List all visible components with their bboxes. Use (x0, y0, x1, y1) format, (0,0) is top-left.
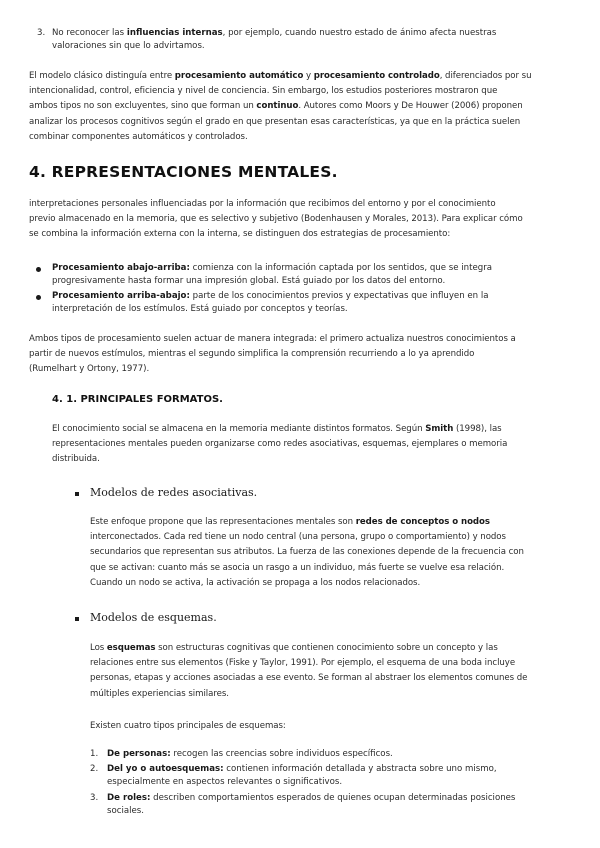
paragraph-redes (90, 515, 575, 591)
bold-term: redes de conceptos o nodos (355, 517, 490, 527)
model-heading-redes: Modelos de redes asociativas. (90, 486, 258, 499)
text-run: son estructuras cognitivas que contienen conocimiento sobre un concepto y las (155, 643, 498, 653)
text-run: Los (90, 643, 107, 653)
bold-term: esquemas (106, 643, 156, 653)
text-run: personas, etapas y acciones asociadas a ese evento. Se forman al abstraer los elementos comunes de (90, 673, 528, 684)
model-heading-esquemas: Modelos de esquemas. (90, 611, 217, 624)
text-run: (Rumelhart y Ortony, 1977). (29, 364, 150, 375)
text-run: previo almacenado en la memoria, que es selectivo y subjetivo (Bodenhausen y Morales, 2013). Para explicar cómo (29, 214, 523, 225)
text-run: múltiples experiencias similares. (90, 688, 229, 699)
text-run: , por ejemplo, cuando nuestro estado de ánimo afecta nuestras (222, 28, 497, 38)
text-run: representaciones mentales pueden organizarse como redes asociativas, esquemas, ejemplares o memoria (52, 439, 508, 450)
text-run: . Autores como Moors y De Houwer (2006) proponen (298, 101, 523, 112)
text-run: intencionalidad, control, eficiencia y nivel de conciencia. Sin embargo, los estudios posteriores mostraron que (29, 86, 498, 97)
text-run: progresivamente hasta formar una impresión global. Está guiado por los datos del entorno. (52, 276, 446, 286)
bold-term: De personas: (107, 749, 171, 759)
text-run: se combina la información externa con la interna, se distinguen dos estrategias de procesamiento: (29, 229, 451, 240)
text-run: interconectados. Cada red tiene un nodo central (una persona, grupo o comportamiento) y nodos (90, 532, 506, 543)
bold-term: De roles: (107, 793, 151, 803)
text-run: analizar los procesos cognitivos según el grado en que presentan esas características, ya que en la práctica suelen (29, 116, 521, 127)
list-number: 3. (90, 793, 99, 803)
bullet-item (52, 290, 577, 316)
text-run: sociales. (107, 806, 144, 816)
text-run: relaciones entre sus elementos (Fiske y Taylor, 1991). Por ejemplo, el esquema de una boda incluye (90, 658, 516, 669)
list-number: 1. (90, 749, 99, 759)
paragraph-esquemas (90, 641, 575, 702)
text-run: partir de nuevos estímulos, mientras el segundo simplifica la comprensión recurriendo a lo ya aprendido (29, 349, 475, 360)
bullet-item (52, 262, 577, 288)
bold-term: Smith (425, 424, 454, 434)
text-run: valoraciones sin que lo advirtamos. (52, 41, 205, 51)
text-run: que se activan: cuanto más se asocia un rasgo a un individuo, más fuerte se vuelve esa relación. (90, 562, 505, 573)
list-item (107, 792, 577, 818)
paragraph-ambos (29, 332, 575, 378)
list-item (107, 748, 577, 761)
square-bullet (75, 492, 79, 496)
text-run: Ambos tipos de procesamiento suelen actuar de manera integrada: el primero actualiza nuestros conocimientos a (29, 334, 516, 344)
bold-term: Procesamiento arriba-abajo: (52, 291, 190, 301)
text-run: No reconocer las (52, 28, 127, 38)
bullet-dot (36, 267, 41, 272)
text-run: describen comportamientos esperados de quienes ocupan determinadas posiciones (150, 793, 516, 803)
text-run: interpretación de los estímulos. Está guiado por conceptos y teorías. (52, 304, 348, 314)
text-run: Cuando un nodo se activa, la activación se propaga a los nodos relacionados. (90, 577, 421, 588)
text-run: (1998), las (453, 424, 502, 434)
square-bullet (75, 617, 79, 621)
text-run: parte de los conocimientos previos y expectativas que influyen en la (189, 291, 489, 301)
paragraph-intro (29, 197, 575, 243)
bold-term: procesamiento controlado (313, 71, 440, 81)
text-run: comienza con la información captada por los sentidos, que se integra (189, 263, 493, 273)
text-run: El modelo clásico distinguía entre (29, 71, 175, 81)
text-run: contienen información detallada y abstracta sobre uno mismo, (223, 764, 497, 774)
list-number: 2. (90, 764, 99, 774)
text-run: recogen las creencias sobre individuos específicos. (170, 749, 393, 759)
list-number: 3. (37, 28, 46, 38)
text-run: combinar componentes automáticos y controlados. (29, 131, 248, 142)
paragraph-formatos (52, 422, 577, 468)
bold-term: Del yo o autoesquemas: (107, 764, 224, 774)
subsection-heading: 4. 1. PRINCIPALES FORMATOS. (52, 394, 223, 405)
text-run: y (303, 71, 314, 81)
list-item (107, 763, 577, 789)
text-run: distribuida. (52, 454, 100, 465)
text-run: ambos tipos no son excluyentes, sino que forman un (29, 101, 257, 112)
paragraph-modelo (29, 69, 575, 145)
bold-term: influencias internas (126, 28, 223, 38)
tipos-intro: Existen cuatro tipos principales de esquemas: (90, 721, 286, 731)
list-item (52, 27, 572, 53)
bold-term: continuo (256, 101, 299, 112)
text-run: Este enfoque propone que las representaciones mentales son (90, 517, 356, 527)
bullet-dot (36, 295, 41, 300)
text-run: interpretaciones personales influenciadas por la información que recibimos del entorno y por el conocimiento (29, 199, 496, 209)
text-run: secundarios que representan sus atributos. La fuerza de las conexiones depende de la frecuencia con (90, 547, 524, 558)
text-run: especialmente en aspectos relevantes o significativos. (107, 777, 343, 787)
bold-term: Procesamiento abajo-arriba: (52, 263, 190, 273)
text-run: , diferenciados por su (439, 71, 532, 81)
text-run: El conocimiento social se almacena en la memoria mediante distintos formatos. Según (52, 424, 426, 434)
bold-term: procesamiento automático (174, 71, 304, 81)
section-heading: 4. REPRESENTACIONES MENTALES. (29, 163, 338, 181)
